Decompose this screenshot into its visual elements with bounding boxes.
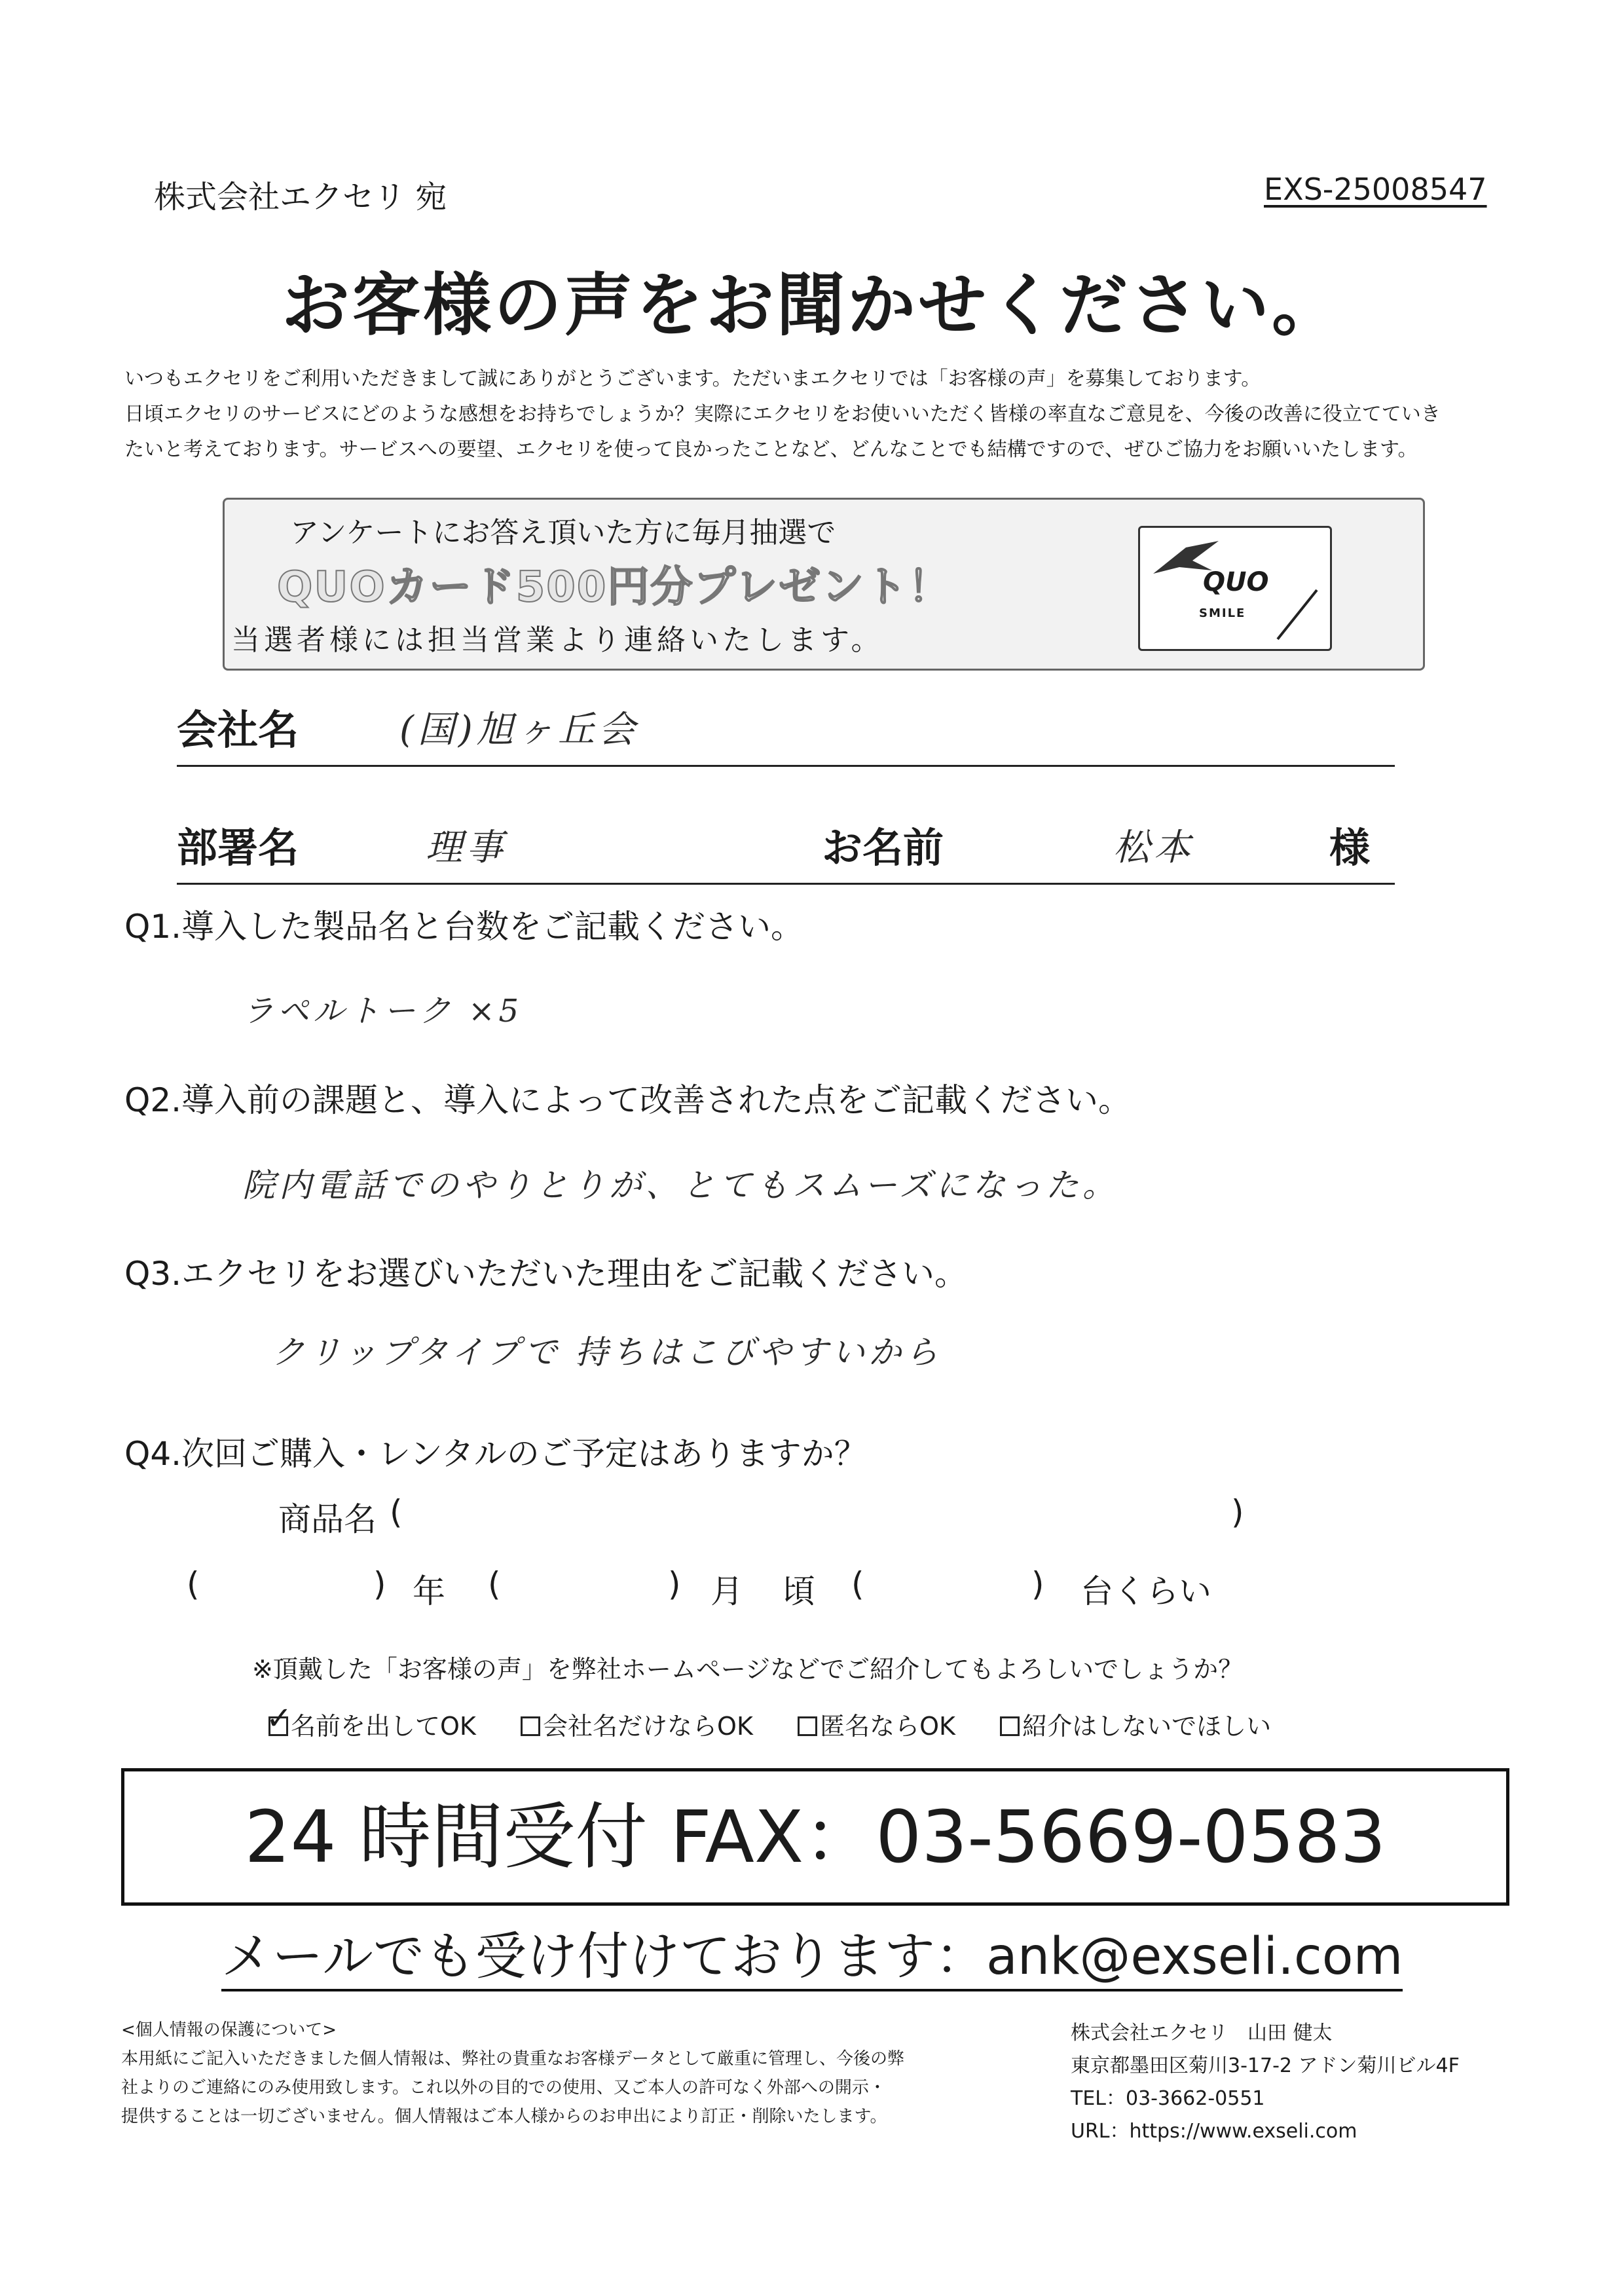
consent-option-name-ok[interactable] bbox=[266, 1700, 484, 1741]
consent-options bbox=[266, 1700, 1272, 1742]
document-id: EXS-25008547 bbox=[1264, 172, 1487, 207]
department-label: 部署名 bbox=[177, 824, 299, 872]
banner-line-1: アンケートにお答え頂いた方に毎月抽選で bbox=[290, 516, 836, 549]
addressee: 株式会社エクセリ 宛 bbox=[154, 179, 447, 215]
privacy-notice bbox=[121, 2016, 1064, 2131]
privacy-line: 社よりのご連絡にのみ使用致します。これ以外の目的での使用、又ご本人の許可なく外部への開示・ bbox=[121, 2078, 886, 2098]
consent-option-no-intro[interactable] bbox=[1000, 1712, 1271, 1741]
privacy-line: 本用紙にご記入いただきました個人情報は、弊社の貴重なお客様データとして厳重に管理し、今後の弊 bbox=[121, 2049, 905, 2069]
department-value[interactable]: 理事 bbox=[426, 826, 507, 869]
quo-card-image bbox=[1138, 526, 1332, 651]
quo-logo: QUO bbox=[1203, 567, 1269, 597]
campaign-banner bbox=[223, 498, 1425, 671]
question-3: Q3.エクセリをお選びいただいた理由をご記載ください。 bbox=[124, 1255, 968, 1293]
page-title: お客様の声をお聞かせください。 bbox=[281, 265, 1342, 345]
check-mark-icon: ✓ bbox=[266, 1700, 293, 1737]
answer-3[interactable]: クリップタイプで 持ちはこびやすいから bbox=[272, 1333, 942, 1371]
company-tel: TEL：03-3662-0551 bbox=[1071, 2087, 1265, 2110]
paren-open: ( bbox=[488, 1565, 501, 1603]
consent-question: ※頂戴した「お客様の声」を弊社ホームページなどでご紹介してもよろしいでしょうか？ bbox=[252, 1655, 1244, 1684]
consent-option-company-ok[interactable] bbox=[521, 1712, 761, 1741]
around-label: 頃 bbox=[783, 1572, 815, 1610]
units-label: 台くらい bbox=[1080, 1572, 1211, 1610]
name-value[interactable]: 松本 bbox=[1113, 826, 1194, 869]
units-input[interactable] bbox=[874, 1562, 1025, 1601]
company-value[interactable]: (国)旭ヶ丘会 bbox=[399, 709, 639, 751]
consent-option-label: 会社名だけならOK bbox=[543, 1712, 753, 1741]
product-name-label: 商品名 bbox=[278, 1500, 377, 1538]
company-address: 東京都墨田区菊川3-17-2 アドン菊川ビル4F bbox=[1071, 2054, 1460, 2077]
checkbox[interactable] bbox=[1000, 1716, 1020, 1736]
name-label: お名前 bbox=[822, 824, 944, 872]
paren-close: ) bbox=[668, 1565, 681, 1603]
fax-number: 24 時間受付 FAX：03-5669-0583 bbox=[244, 1795, 1386, 1879]
question-1: Q1.導入した製品名と台数をご記載ください。 bbox=[124, 908, 804, 946]
checkbox[interactable] bbox=[521, 1716, 540, 1736]
privacy-heading: <個人情報の保護について> bbox=[121, 2020, 337, 2040]
department-name-underline bbox=[177, 883, 1395, 885]
paren-open: ( bbox=[390, 1493, 403, 1531]
paren-close: ) bbox=[1031, 1565, 1044, 1603]
email-text[interactable]: メールでも受け付けております：ank@exseli.com bbox=[221, 1927, 1403, 1991]
year-input[interactable] bbox=[210, 1562, 367, 1601]
fax-box bbox=[121, 1768, 1509, 1906]
intro-line: たいと考えております。サービスへの要望、エクセリを使って良かったことなど、どんなことでも結構ですので、ぜひご協力をお願いいたします。 bbox=[124, 438, 1418, 461]
company-url[interactable]: URL：https://www.exseli.com bbox=[1071, 2120, 1357, 2143]
intro-text bbox=[124, 361, 1552, 468]
consent-option-label: 名前を出してOK bbox=[291, 1712, 476, 1741]
consent-option-label: 匿名ならOK bbox=[820, 1712, 955, 1741]
consent-option-anonymous-ok[interactable] bbox=[798, 1712, 963, 1741]
year-label: 年 bbox=[413, 1572, 445, 1610]
month-label: 月 bbox=[710, 1572, 743, 1610]
paren-close: ) bbox=[373, 1565, 386, 1603]
intro-line: いつもエクセリをご利用いただきまして誠にありがとうございます。ただいまエクセリでは「お客様の声」を募集しております。 bbox=[124, 367, 1261, 390]
checkbox[interactable] bbox=[798, 1716, 817, 1736]
paren-open: ( bbox=[851, 1565, 864, 1603]
answer-2[interactable]: 院内電話でのやりとりが、とてもスムーズになった。 bbox=[242, 1166, 1119, 1204]
email-line bbox=[0, 1916, 1624, 1989]
quo-smile-label: SMILE bbox=[1199, 606, 1246, 620]
month-input[interactable] bbox=[511, 1562, 661, 1601]
question-2: Q2.導入前の課題と、導入によって改善された点をご記載ください。 bbox=[124, 1081, 1132, 1119]
pen-icon bbox=[1271, 587, 1323, 646]
banner-line-2: QUOカード500円分プレゼント！ bbox=[277, 563, 951, 612]
intro-line: 日頃エクセリのサービスにどのような感想をお持ちでしょうか？実際にエクセリをお使いいただく皆様の率直なご意見を、今後の改善に役立てていき bbox=[124, 403, 1441, 426]
banner-line-3: 当選者様には担当営業より連絡いたします。 bbox=[231, 623, 884, 657]
paren-close: ) bbox=[1231, 1493, 1244, 1531]
company-info bbox=[1071, 2017, 1460, 2148]
paren-open: ( bbox=[187, 1565, 200, 1603]
company-label: 会社名 bbox=[177, 706, 299, 754]
consent-option-label: 紹介はしないでほしい bbox=[1022, 1712, 1272, 1741]
privacy-line: 提供することは一切ございません。個人情報はご本人様からのお申出により訂正・削除いたします。 bbox=[121, 2107, 887, 2126]
company-name: 株式会社エクセリ 山田 健太 bbox=[1071, 2022, 1333, 2045]
honorific: 様 bbox=[1329, 824, 1371, 872]
answer-1[interactable]: ラペルトーク ×5 bbox=[242, 993, 523, 1029]
product-name-input[interactable] bbox=[413, 1490, 1225, 1529]
question-4: Q4.次回ご購入・レンタルのご予定はありますか？ bbox=[124, 1435, 867, 1473]
company-underline bbox=[177, 765, 1395, 767]
